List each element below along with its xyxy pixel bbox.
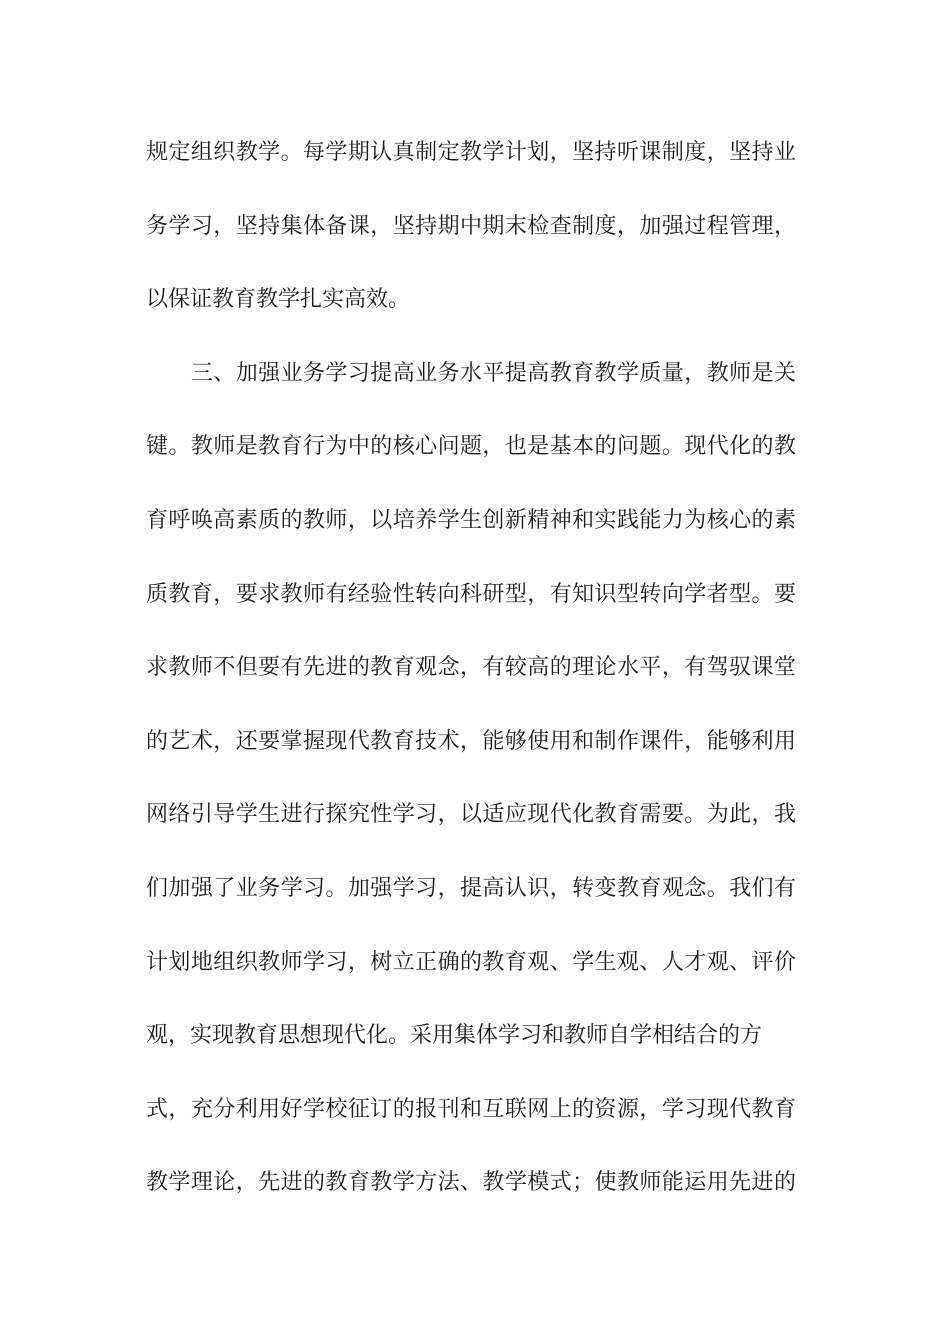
text-line: 观，实现教育思想现代化。采用集体学习和教师自学相结合的方 <box>146 1023 763 1049</box>
text-line: 教学理论，先进的教育教学方法、教学模式；使教师能运用先进的 <box>146 1170 796 1196</box>
text-line: 育呼唤高素质的教师，以培养学生创新精神和实践能力为核心的素 <box>146 507 796 533</box>
text-line: 计划地组织教师学习，树立正确的教育观、学生观、人才观、评价 <box>146 949 796 975</box>
text-line: 网络引导学生进行探究性学习，以适应现代化教育需要。为此，我 <box>146 802 796 828</box>
text-line: 式，充分利用好学校征订的报刊和互联网上的资源，学习现代教育 <box>146 1096 796 1122</box>
text-line: 三、加强业务学习提高业务水平提高教育教学质量，教师是关 <box>146 360 796 386</box>
text-line: 键。教师是教育行为中的核心问题，也是基本的问题。现代化的教 <box>146 434 796 460</box>
text-line: 规定组织教学。每学期认真制定教学计划，坚持听课制度，坚持业 <box>146 140 796 165</box>
body-text <box>146 133 796 1237</box>
text-line: 务学习，坚持集体备课，坚持期中期末检查制度，加强过程管理， <box>146 213 796 239</box>
text-line: 质教育，要求教师有经验性转向科研型，有知识型转向学者型。要 <box>146 581 796 607</box>
text-line: 们加强了业务学习。加强学习，提高认识，转变教育观念。我们有 <box>146 875 796 901</box>
text-line: 以保证教育教学扎实高效。 <box>146 287 411 313</box>
text-line: 的艺术，还要掌握现代教育技术，能够使用和制作课件，能够利用 <box>146 728 796 754</box>
text-line: 求教师不但要有先进的教育观念，有较高的理论水平，有驾驭课堂 <box>146 655 796 681</box>
